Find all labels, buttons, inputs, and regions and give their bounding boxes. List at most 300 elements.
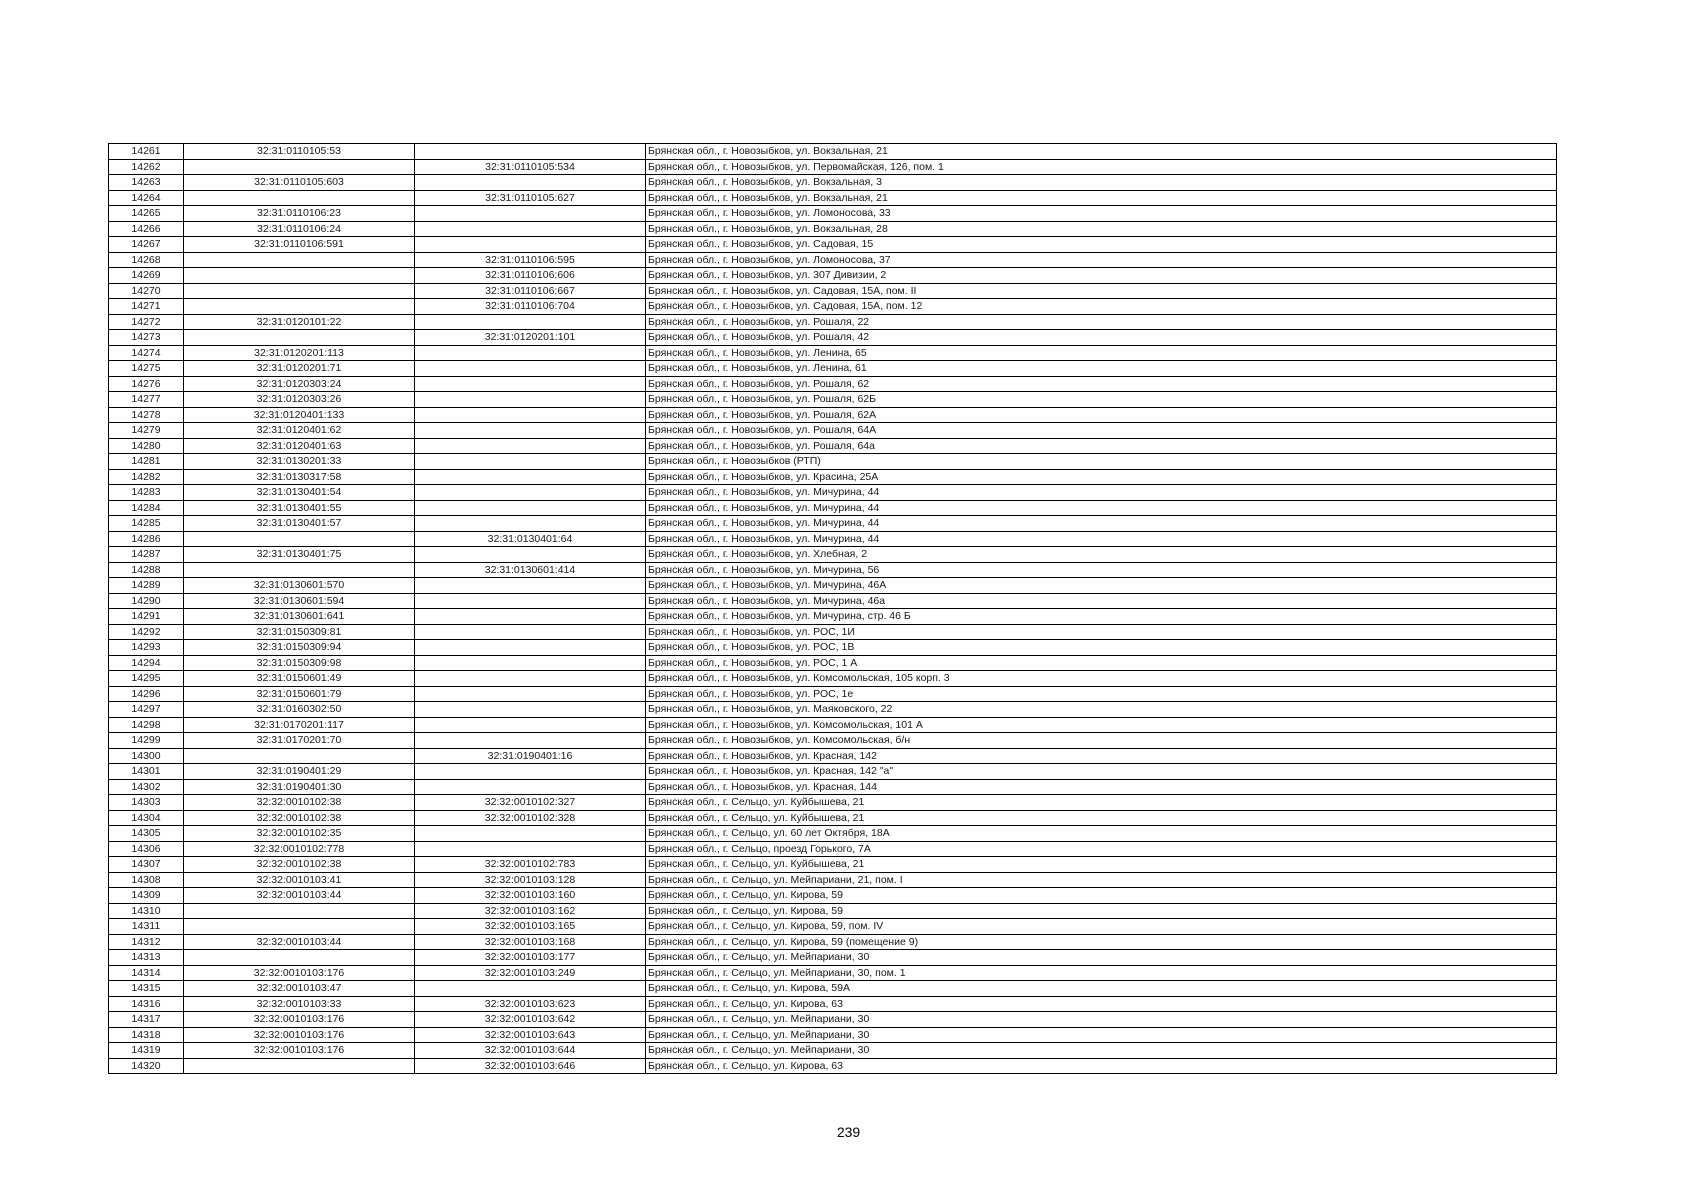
row-number-cell: 14319 — [109, 1043, 184, 1059]
cadastral-object-number-cell — [415, 717, 646, 733]
row-number-cell: 14283 — [109, 485, 184, 501]
address-cell: Брянская обл., г. Новозыбков, ул. Рошаля, 62А — [646, 407, 1557, 423]
table-row — [109, 190, 1557, 206]
page-number: 239 — [836, 1124, 861, 1140]
address-cell: Брянская обл., г. Новозыбков, ул. Рошаля, 22 — [646, 314, 1557, 330]
cadastral-number-cell: 32:32:0010103:176 — [184, 1043, 415, 1059]
table-row — [109, 733, 1557, 749]
cadastral-object-number-cell — [415, 361, 646, 377]
address-cell: Брянская обл., г. Новозыбков, ул. Мичурина, 46А — [646, 578, 1557, 594]
cadastral-number-cell: 32:31:0130601:570 — [184, 578, 415, 594]
cadastral-object-number-cell: 32:32:0010103:168 — [415, 934, 646, 950]
table-row — [109, 454, 1557, 470]
row-number-cell: 14306 — [109, 841, 184, 857]
row-number-cell: 14262 — [109, 159, 184, 175]
cadastral-number-cell: 32:31:0120201:113 — [184, 345, 415, 361]
table-row — [109, 237, 1557, 253]
cadastral-object-number-cell: 32:32:0010103:623 — [415, 996, 646, 1012]
cadastral-object-number-cell: 32:32:0010103:162 — [415, 903, 646, 919]
row-number-cell: 14281 — [109, 454, 184, 470]
cadastral-number-cell: 32:32:0010103:44 — [184, 888, 415, 904]
address-cell: Брянская обл., г. Новозыбков, ул. Красина, 25А — [646, 469, 1557, 485]
address-cell: Брянская обл., г. Новозыбков, ул. Ленина, 61 — [646, 361, 1557, 377]
address-cell: Брянская обл., г. Новозыбков, ул. 307 Дивизии, 2 — [646, 268, 1557, 284]
address-cell: Брянская обл., г. Сельцо, ул. Куйбышева, 21 — [646, 795, 1557, 811]
row-number-cell: 14296 — [109, 686, 184, 702]
table-row — [109, 919, 1557, 935]
address-cell: Брянская обл., г. Новозыбков, ул. Рошаля, 62Б — [646, 392, 1557, 408]
cadastral-number-cell — [184, 748, 415, 764]
cadastral-object-number-cell: 32:31:0110106:606 — [415, 268, 646, 284]
cadastral-number-cell: 32:31:0130201:33 — [184, 454, 415, 470]
cadastral-number-cell — [184, 283, 415, 299]
row-number-cell: 14304 — [109, 810, 184, 826]
cadastral-number-cell — [184, 919, 415, 935]
address-cell: Брянская обл., г. Сельцо, проезд Горького, 7А — [646, 841, 1557, 857]
row-number-cell: 14282 — [109, 469, 184, 485]
row-number-cell: 14264 — [109, 190, 184, 206]
row-number-cell: 14278 — [109, 407, 184, 423]
row-number-cell: 14309 — [109, 888, 184, 904]
table-row — [109, 624, 1557, 640]
address-cell: Брянская обл., г. Новозыбков, ул. Рошаля, 62 — [646, 376, 1557, 392]
cadastral-object-number-cell — [415, 345, 646, 361]
row-number-cell: 14265 — [109, 206, 184, 222]
address-cell: Брянская обл., г. Новозыбков, ул. Садовая, 15А, пом. 12 — [646, 299, 1557, 315]
row-number-cell: 14320 — [109, 1058, 184, 1074]
row-number-cell: 14316 — [109, 996, 184, 1012]
address-cell: Брянская обл., г. Новозыбков, ул. Мичурина, стр. 46 Б — [646, 609, 1557, 625]
cadastral-number-cell: 32:31:0150309:94 — [184, 640, 415, 656]
address-cell: Брянская обл., г. Новозыбков, ул. Мичурина, 44 — [646, 531, 1557, 547]
cadastral-number-cell: 32:31:0130601:641 — [184, 609, 415, 625]
address-cell: Брянская обл., г. Новозыбков, ул. Садовая, 15А, пом. II — [646, 283, 1557, 299]
table-row — [109, 562, 1557, 578]
table-row — [109, 206, 1557, 222]
table-row — [109, 996, 1557, 1012]
table-row — [109, 950, 1557, 966]
address-cell: Брянская обл., г. Сельцо, ул. Кирова, 59 — [646, 903, 1557, 919]
table-row — [109, 299, 1557, 315]
cadastral-number-cell: 32:31:0110106:23 — [184, 206, 415, 222]
table-row — [109, 965, 1557, 981]
address-cell: Брянская обл., г. Новозыбков, ул. Комсомольская, 101 А — [646, 717, 1557, 733]
address-cell: Брянская обл., г. Сельцо, ул. 60 лет Октября, 18А — [646, 826, 1557, 842]
table-row — [109, 593, 1557, 609]
cadastral-number-cell: 32:32:0010102:778 — [184, 841, 415, 857]
cadastral-object-number-cell — [415, 206, 646, 222]
row-number-cell: 14284 — [109, 500, 184, 516]
address-cell: Брянская обл., г. Сельцо, ул. Кирова, 59, пом. IV — [646, 919, 1557, 935]
row-number-cell: 14272 — [109, 314, 184, 330]
table-row — [109, 345, 1557, 361]
cadastral-object-number-cell — [415, 609, 646, 625]
cadastral-object-number-cell — [415, 469, 646, 485]
address-cell: Брянская обл., г. Новозыбков, ул. Первомайская, 126, пом. 1 — [646, 159, 1557, 175]
row-number-cell: 14288 — [109, 562, 184, 578]
cadastral-object-number-cell: 32:32:0010103:160 — [415, 888, 646, 904]
address-cell: Брянская обл., г. Новозыбков, ул. РОС, 1е — [646, 686, 1557, 702]
row-number-cell: 14274 — [109, 345, 184, 361]
cadastral-object-number-cell — [415, 423, 646, 439]
row-number-cell: 14297 — [109, 702, 184, 718]
address-cell: Брянская обл., г. Новозыбков, ул. Вокзальная, 28 — [646, 221, 1557, 237]
address-cell: Брянская обл., г. Новозыбков, ул. Комсомольская, б/н — [646, 733, 1557, 749]
row-number-cell: 14270 — [109, 283, 184, 299]
row-number-cell: 14301 — [109, 764, 184, 780]
cadastral-number-cell — [184, 190, 415, 206]
cadastral-number-cell: 32:31:0130317:58 — [184, 469, 415, 485]
address-cell: Брянская обл., г. Новозыбков, ул. Рошаля, 42 — [646, 330, 1557, 346]
table-row — [109, 516, 1557, 532]
table-row — [109, 702, 1557, 718]
cadastral-number-cell — [184, 950, 415, 966]
cadastral-number-cell: 32:31:0120303:26 — [184, 392, 415, 408]
address-cell: Брянская обл., г. Новозыбков, ул. Мичурина, 44 — [646, 516, 1557, 532]
cadastral-number-cell: 32:31:0120201:71 — [184, 361, 415, 377]
cadastral-table — [108, 143, 1557, 1074]
cadastral-object-number-cell: 32:31:0110105:627 — [415, 190, 646, 206]
row-number-cell: 14305 — [109, 826, 184, 842]
row-number-cell: 14287 — [109, 547, 184, 563]
table-row — [109, 407, 1557, 423]
address-cell: Брянская обл., г. Сельцо, ул. Мейпариани, 30 — [646, 1012, 1557, 1028]
cadastral-object-number-cell — [415, 733, 646, 749]
table-row — [109, 826, 1557, 842]
cadastral-object-number-cell: 32:31:0110106:704 — [415, 299, 646, 315]
cadastral-number-cell: 32:32:0010103:47 — [184, 981, 415, 997]
table-row — [109, 159, 1557, 175]
cadastral-number-cell: 32:31:0110106:591 — [184, 237, 415, 253]
cadastral-number-cell: 32:31:0110106:24 — [184, 221, 415, 237]
row-number-cell: 14273 — [109, 330, 184, 346]
cadastral-object-number-cell — [415, 485, 646, 501]
table-row — [109, 655, 1557, 671]
cadastral-object-number-cell: 32:32:0010103:646 — [415, 1058, 646, 1074]
cadastral-number-cell: 32:31:0170201:70 — [184, 733, 415, 749]
address-cell: Брянская обл., г. Новозыбков, ул. Ленина, 65 — [646, 345, 1557, 361]
row-number-cell: 14290 — [109, 593, 184, 609]
row-number-cell: 14266 — [109, 221, 184, 237]
cadastral-number-cell: 32:31:0130401:75 — [184, 547, 415, 563]
address-cell: Брянская обл., г. Сельцо, ул. Мейпариани, 21, пом. I — [646, 872, 1557, 888]
cadastral-number-cell: 32:31:0110105:53 — [184, 144, 415, 160]
table-row — [109, 903, 1557, 919]
cadastral-object-number-cell: 32:32:0010103:165 — [415, 919, 646, 935]
cadastral-object-number-cell: 32:31:0110105:534 — [415, 159, 646, 175]
cadastral-object-number-cell — [415, 376, 646, 392]
table-row — [109, 1043, 1557, 1059]
table-row — [109, 485, 1557, 501]
cadastral-object-number-cell — [415, 144, 646, 160]
cadastral-number-cell: 32:32:0010102:38 — [184, 810, 415, 826]
address-cell: Брянская обл., г. Сельцо, ул. Кирова, 63 — [646, 1058, 1557, 1074]
row-number-cell: 14293 — [109, 640, 184, 656]
row-number-cell: 14312 — [109, 934, 184, 950]
row-number-cell: 14286 — [109, 531, 184, 547]
cadastral-number-cell — [184, 299, 415, 315]
cadastral-number-cell: 32:31:0130401:55 — [184, 500, 415, 516]
cadastral-object-number-cell — [415, 500, 646, 516]
table-row — [109, 376, 1557, 392]
row-number-cell: 14280 — [109, 438, 184, 454]
address-cell: Брянская обл., г. Сельцо, ул. Кирова, 63 — [646, 996, 1557, 1012]
cadastral-object-number-cell — [415, 826, 646, 842]
cadastral-object-number-cell: 32:32:0010103:249 — [415, 965, 646, 981]
address-cell: Брянская обл., г. Новозыбков, ул. Рошаля, 64а — [646, 438, 1557, 454]
row-number-cell: 14311 — [109, 919, 184, 935]
cadastral-object-number-cell: 32:32:0010102:327 — [415, 795, 646, 811]
cadastral-object-number-cell: 32:32:0010103:642 — [415, 1012, 646, 1028]
table-row — [109, 934, 1557, 950]
cadastral-object-number-cell — [415, 779, 646, 795]
table-row — [109, 1012, 1557, 1028]
address-cell: Брянская обл., г. Новозыбков, ул. Хлебная, 2 — [646, 547, 1557, 563]
cadastral-object-number-cell — [415, 640, 646, 656]
table-row — [109, 640, 1557, 656]
table-row — [109, 795, 1557, 811]
cadastral-object-number-cell: 32:32:0010103:177 — [415, 950, 646, 966]
cadastral-number-cell: 32:31:0110105:603 — [184, 175, 415, 191]
cadastral-number-cell: 32:31:0120401:133 — [184, 407, 415, 423]
address-cell: Брянская обл., г. Новозыбков, ул. Ломоносова, 37 — [646, 252, 1557, 268]
row-number-cell: 14263 — [109, 175, 184, 191]
cadastral-object-number-cell: 32:31:0130601:414 — [415, 562, 646, 578]
cadastral-number-cell: 32:32:0010103:176 — [184, 965, 415, 981]
cadastral-object-number-cell — [415, 981, 646, 997]
row-number-cell: 14279 — [109, 423, 184, 439]
row-number-cell: 14299 — [109, 733, 184, 749]
table-row — [109, 764, 1557, 780]
address-cell: Брянская обл., г. Новозыбков, ул. Мичурина, 56 — [646, 562, 1557, 578]
cadastral-object-number-cell — [415, 407, 646, 423]
row-number-cell: 14289 — [109, 578, 184, 594]
cadastral-number-cell: 32:31:0150309:98 — [184, 655, 415, 671]
cadastral-object-number-cell — [415, 175, 646, 191]
row-number-cell: 14271 — [109, 299, 184, 315]
address-cell: Брянская обл., г. Сельцо, ул. Мейпариани, 30 — [646, 950, 1557, 966]
cadastral-number-cell: 32:31:0170201:117 — [184, 717, 415, 733]
cadastral-object-number-cell — [415, 671, 646, 687]
cadastral-object-number-cell: 32:32:0010103:128 — [415, 872, 646, 888]
table-row — [109, 578, 1557, 594]
cadastral-object-number-cell — [415, 764, 646, 780]
address-cell: Брянская обл., г. Новозыбков, ул. Красная, 144 — [646, 779, 1557, 795]
row-number-cell: 14268 — [109, 252, 184, 268]
table-row — [109, 609, 1557, 625]
cadastral-number-cell: 32:31:0150601:49 — [184, 671, 415, 687]
row-number-cell: 14261 — [109, 144, 184, 160]
table-row — [109, 144, 1557, 160]
row-number-cell: 14277 — [109, 392, 184, 408]
cadastral-table-body — [109, 144, 1557, 1074]
address-cell: Брянская обл., г. Новозыбков, ул. Вокзальная, 3 — [646, 175, 1557, 191]
cadastral-number-cell: 32:32:0010103:176 — [184, 1027, 415, 1043]
table-row — [109, 857, 1557, 873]
table-row — [109, 314, 1557, 330]
cadastral-object-number-cell: 32:32:0010102:783 — [415, 857, 646, 873]
table-row — [109, 268, 1557, 284]
cadastral-number-cell — [184, 903, 415, 919]
cadastral-object-number-cell — [415, 686, 646, 702]
table-row — [109, 686, 1557, 702]
address-cell: Брянская обл., г. Сельцо, ул. Кирова, 59А — [646, 981, 1557, 997]
row-number-cell: 14276 — [109, 376, 184, 392]
cadastral-number-cell: 32:32:0010103:176 — [184, 1012, 415, 1028]
cadastral-number-cell — [184, 1058, 415, 1074]
table-row — [109, 748, 1557, 764]
cadastral-object-number-cell — [415, 221, 646, 237]
cadastral-object-number-cell: 32:31:0190401:16 — [415, 748, 646, 764]
cadastral-object-number-cell: 32:31:0110106:595 — [415, 252, 646, 268]
cadastral-number-cell: 32:31:0120401:63 — [184, 438, 415, 454]
table-row — [109, 779, 1557, 795]
table-row — [109, 423, 1557, 439]
row-number-cell: 14308 — [109, 872, 184, 888]
row-number-cell: 14291 — [109, 609, 184, 625]
row-number-cell: 14313 — [109, 950, 184, 966]
table-row — [109, 392, 1557, 408]
row-number-cell: 14318 — [109, 1027, 184, 1043]
cadastral-number-cell: 32:31:0120401:62 — [184, 423, 415, 439]
cadastral-object-number-cell: 32:31:0120201:101 — [415, 330, 646, 346]
cadastral-number-cell: 32:32:0010103:33 — [184, 996, 415, 1012]
address-cell: Брянская обл., г. Сельцо, ул. Куйбышева, 21 — [646, 857, 1557, 873]
table-row — [109, 252, 1557, 268]
cadastral-object-number-cell — [415, 516, 646, 532]
cadastral-number-cell — [184, 252, 415, 268]
cadastral-object-number-cell — [415, 237, 646, 253]
row-number-cell: 14267 — [109, 237, 184, 253]
cadastral-number-cell: 32:32:0010102:38 — [184, 857, 415, 873]
cadastral-object-number-cell: 32:32:0010102:328 — [415, 810, 646, 826]
table-row — [109, 221, 1557, 237]
cadastral-number-cell: 32:31:0150601:79 — [184, 686, 415, 702]
cadastral-object-number-cell — [415, 702, 646, 718]
row-number-cell: 14310 — [109, 903, 184, 919]
table-row — [109, 1058, 1557, 1074]
row-number-cell: 14295 — [109, 671, 184, 687]
cadastral-object-number-cell: 32:31:0110106:667 — [415, 283, 646, 299]
cadastral-object-number-cell — [415, 593, 646, 609]
address-cell: Брянская обл., г. Новозыбков, ул. Маяковского, 22 — [646, 702, 1557, 718]
table-row — [109, 981, 1557, 997]
row-number-cell: 14269 — [109, 268, 184, 284]
address-cell: Брянская обл., г. Новозыбков, ул. Мичурина, 44 — [646, 485, 1557, 501]
address-cell: Брянская обл., г. Сельцо, ул. Кирова, 59 — [646, 888, 1557, 904]
row-number-cell: 14285 — [109, 516, 184, 532]
address-cell: Брянская обл., г. Новозыбков, ул. Мичурина, 44 — [646, 500, 1557, 516]
cadastral-number-cell: 32:31:0130401:57 — [184, 516, 415, 532]
cadastral-number-cell — [184, 562, 415, 578]
address-cell: Брянская обл., г. Сельцо, ул. Куйбышева, 21 — [646, 810, 1557, 826]
table-row — [109, 330, 1557, 346]
address-cell: Брянская обл., г. Новозыбков, ул. РОС, 1В — [646, 640, 1557, 656]
table-row — [109, 175, 1557, 191]
address-cell: Брянская обл., г. Сельцо, ул. Мейпариани, 30 — [646, 1027, 1557, 1043]
cadastral-number-cell — [184, 531, 415, 547]
row-number-cell: 14275 — [109, 361, 184, 377]
cadastral-number-cell: 32:32:0010102:35 — [184, 826, 415, 842]
table-row — [109, 547, 1557, 563]
table-row — [109, 810, 1557, 826]
row-number-cell: 14303 — [109, 795, 184, 811]
cadastral-number-cell — [184, 330, 415, 346]
cadastral-number-cell: 32:31:0190401:30 — [184, 779, 415, 795]
address-cell: Брянская обл., г. Новозыбков, ул. Вокзальная, 21 — [646, 144, 1557, 160]
cadastral-object-number-cell — [415, 547, 646, 563]
cadastral-number-cell — [184, 159, 415, 175]
table-row — [109, 841, 1557, 857]
address-cell: Брянская обл., г. Новозыбков, ул. РОС, 1 А — [646, 655, 1557, 671]
cadastral-number-cell: 32:32:0010102:38 — [184, 795, 415, 811]
cadastral-number-cell: 32:31:0130601:594 — [184, 593, 415, 609]
row-number-cell: 14314 — [109, 965, 184, 981]
address-cell: Брянская обл., г. Новозыбков, ул. Ломоносова, 33 — [646, 206, 1557, 222]
row-number-cell: 14315 — [109, 981, 184, 997]
cadastral-object-number-cell — [415, 841, 646, 857]
cadastral-number-cell: 32:31:0130401:54 — [184, 485, 415, 501]
cadastral-object-number-cell — [415, 578, 646, 594]
row-number-cell: 14292 — [109, 624, 184, 640]
cadastral-object-number-cell: 32:31:0130401:64 — [415, 531, 646, 547]
cadastral-object-number-cell — [415, 392, 646, 408]
address-cell: Брянская обл., г. Новозыбков, ул. Комсомольская, 105 корп. 3 — [646, 671, 1557, 687]
cadastral-number-cell: 32:31:0120303:24 — [184, 376, 415, 392]
table-row — [109, 438, 1557, 454]
address-cell: Брянская обл., г. Новозыбков, ул. Красная, 142 "а" — [646, 764, 1557, 780]
row-number-cell: 14298 — [109, 717, 184, 733]
table-row — [109, 283, 1557, 299]
cadastral-number-cell: 32:31:0190401:29 — [184, 764, 415, 780]
table-row — [109, 361, 1557, 377]
cadastral-object-number-cell — [415, 314, 646, 330]
address-cell: Брянская обл., г. Новозыбков, ул. Мичурина, 46а — [646, 593, 1557, 609]
cadastral-object-number-cell: 32:32:0010103:644 — [415, 1043, 646, 1059]
table-row — [109, 531, 1557, 547]
cadastral-number-cell: 32:31:0150309:81 — [184, 624, 415, 640]
address-cell: Брянская обл., г. Сельцо, ул. Кирова, 59 (помещение 9) — [646, 934, 1557, 950]
cadastral-number-cell: 32:31:0120101:22 — [184, 314, 415, 330]
address-cell: Брянская обл., г. Сельцо, ул. Мейпариани, 30 — [646, 1043, 1557, 1059]
address-cell: Брянская обл., г. Новозыбков, ул. Садовая, 15 — [646, 237, 1557, 253]
table-row — [109, 717, 1557, 733]
cadastral-number-cell — [184, 268, 415, 284]
cadastral-object-number-cell — [415, 624, 646, 640]
cadastral-object-number-cell: 32:32:0010103:643 — [415, 1027, 646, 1043]
row-number-cell: 14302 — [109, 779, 184, 795]
address-cell: Брянская обл., г. Новозыбков, ул. Красная, 142 — [646, 748, 1557, 764]
cadastral-number-cell: 32:31:0160302:50 — [184, 702, 415, 718]
table-row — [109, 872, 1557, 888]
cadastral-object-number-cell — [415, 454, 646, 470]
table-row — [109, 1027, 1557, 1043]
cadastral-number-cell: 32:32:0010103:44 — [184, 934, 415, 950]
cadastral-number-cell: 32:32:0010103:41 — [184, 872, 415, 888]
table-row — [109, 888, 1557, 904]
table-row — [109, 671, 1557, 687]
table-row — [109, 500, 1557, 516]
table-row — [109, 469, 1557, 485]
cadastral-object-number-cell — [415, 655, 646, 671]
row-number-cell: 14294 — [109, 655, 184, 671]
address-cell: Брянская обл., г. Сельцо, ул. Мейпариани, 30, пом. 1 — [646, 965, 1557, 981]
row-number-cell: 14307 — [109, 857, 184, 873]
address-cell: Брянская обл., г. Новозыбков, ул. Рошаля, 64А — [646, 423, 1557, 439]
address-cell: Брянская обл., г. Новозыбков (РТП) — [646, 454, 1557, 470]
row-number-cell: 14317 — [109, 1012, 184, 1028]
address-cell: Брянская обл., г. Новозыбков, ул. РОС, 1И — [646, 624, 1557, 640]
